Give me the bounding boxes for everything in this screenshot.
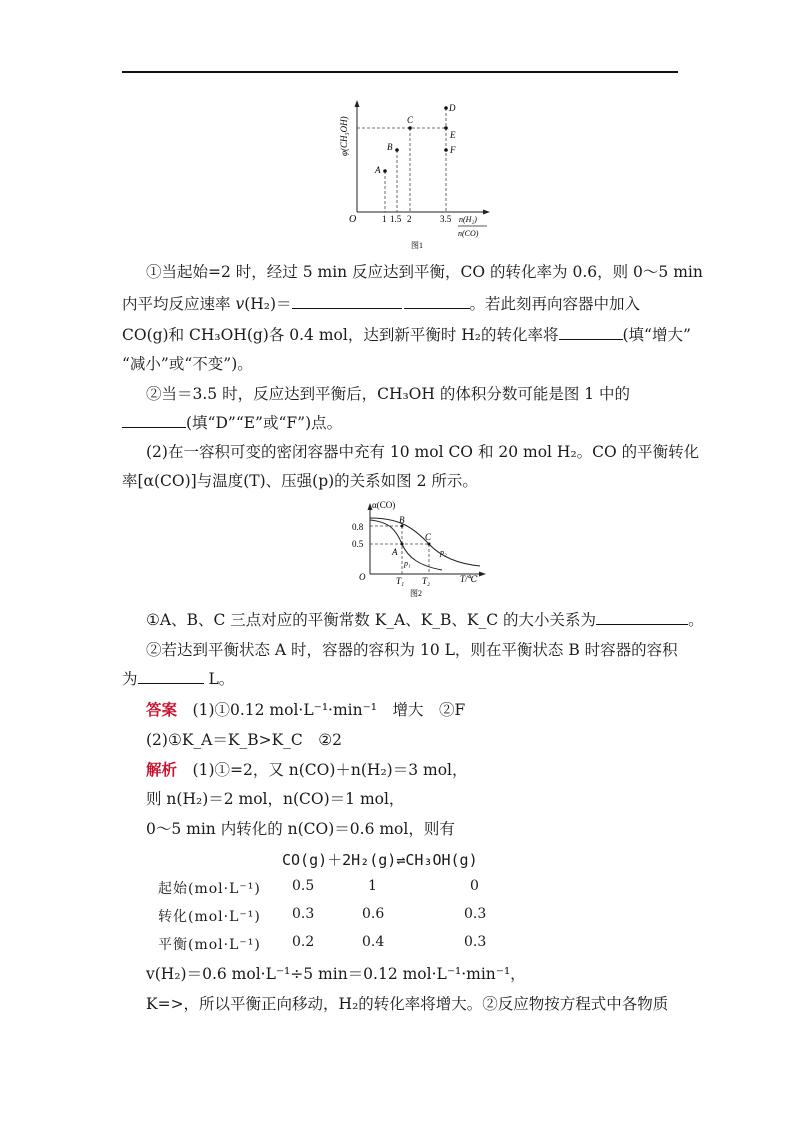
fig1-point-a: A [375, 165, 381, 175]
analysis-line3: 0～5 min 内转化的 n(CO)＝0.6 mol，则有 [146, 820, 455, 838]
table-cell: 0.5 [292, 878, 315, 894]
fig2-xtick-t2: T₂ [422, 576, 431, 586]
table-cell: 0.4 [362, 934, 385, 950]
fig2-point-b: B [399, 515, 405, 525]
fig1-xlabel-num: n(H₂) [459, 215, 477, 224]
fig1-tick-2: 2 [407, 214, 412, 224]
p2-line2: 率[α(CO)]与温度(T)、压强(p)的关系如图 2 所示。 [122, 472, 478, 490]
point-blank[interactable] [122, 413, 186, 428]
analysis-line1: 解析 (1)①=2，又 n(CO)＋n(H₂)＝3 mol， [146, 760, 468, 779]
last-line: K=>，所以平衡正向移动，H₂的转化率将增大。②反应物按方程式中各物质 [146, 995, 669, 1013]
p2q1: ①A、B、C 三点对应的平衡常数 K_A、K_B、K_C 的大小关系为 。 [146, 611, 704, 629]
fig2-curve-p1: p₁ [404, 559, 411, 568]
fig1-tick-1-5: 1.5 [390, 214, 402, 224]
figure-2 [350, 500, 490, 605]
figure-2-plot [350, 500, 490, 605]
table-cell: 0.3 [292, 906, 315, 922]
fig1-point-c: C [407, 115, 414, 125]
figure-1-plot [335, 98, 495, 253]
table-row-label-change: 转化(mol·L⁻¹) [158, 909, 261, 925]
q1-line3: CO(g)和 CH₃OH(g)各 0.4 mol，达到新平衡时 H₂的转化率将 (填“增大” [122, 326, 691, 344]
p2q2-line1: ②若达到平衡状态 A 时，容器的容积为 10 L，则在平衡状态 B 时容器的容积 [146, 641, 678, 659]
fig2-ytick-0-5: 0.5 [352, 539, 364, 549]
reaction-equation: CO(g)＋2H₂(g)⇌CH₃OH(g) [282, 851, 478, 869]
table-cell: 0.6 [362, 906, 385, 922]
calc-line: v(H₂)＝0.6 mol·L⁻¹÷5 min＝0.12 mol·L⁻¹·min⁻¹， [146, 965, 526, 983]
table-cell: 0 [470, 878, 479, 894]
p2-line1: (2)在一容积可变的密闭容器中充有 10 mol CO 和 20 mol H₂。CO 的平衡转化 [146, 443, 700, 461]
fig1-point-d: D [449, 103, 456, 113]
table-cell: 0.2 [292, 934, 315, 950]
fig1-point-e: E [450, 130, 456, 140]
fig1-ylabel: φ(CH₃OH) [339, 116, 349, 156]
rate-blank-2[interactable] [404, 294, 470, 309]
fig2-ytick-0-8: 0.8 [352, 522, 364, 532]
answer-line1: 答案 (1)①0.12 mol·L⁻¹·min⁻¹ 增大 ②F [146, 700, 466, 719]
p2q2-line2: 为 L。 [122, 670, 235, 688]
table-cell: 0.3 [464, 906, 487, 922]
volume-blank[interactable] [138, 669, 204, 684]
table-row-label-equilibrium: 平衡(mol·L⁻¹) [158, 937, 261, 953]
table-cell: 0.3 [464, 934, 487, 950]
analysis-label: 解析 [146, 760, 178, 779]
fig2-xtick-t1: T₁ [396, 576, 405, 586]
fig1-tick-3-5: 3.5 [440, 214, 452, 224]
fig1-origin: O [349, 214, 357, 225]
q1-line1: ①当起始=2 时，经过 5 min 反应达到平衡，CO 的转化率为 0.6，则 0～5 min [146, 263, 703, 281]
fig1-point-b: B [387, 142, 393, 152]
fig2-xlabel: T/℃ [460, 574, 478, 584]
rate-blank-1[interactable] [292, 294, 402, 309]
fig1-point-f: F [450, 145, 456, 155]
figure-1 [335, 98, 495, 253]
fig1-caption: 图1 [411, 241, 423, 250]
analysis-line2: 则 n(H₂)＝2 mol，n(CO)＝1 mol， [146, 790, 405, 808]
fig2-origin: O [359, 572, 366, 582]
q2-line1: ②当＝3.5 时，反应达到平衡后，CH₃OH 的体积分数可能是图 1 中的 [146, 385, 631, 403]
fig1-tick-1: 1 [382, 214, 387, 224]
answer-line2: (2)①K_A＝K_B>K_C ②2 [146, 731, 343, 749]
table-cell: 1 [368, 878, 377, 894]
conversion-blank[interactable] [559, 325, 623, 340]
q1-line2: 内平均反应速率 v(H₂)＝ 。若此刻再向容器中加入 [122, 295, 641, 313]
fig1-xlabel-den: n(CO) [458, 229, 479, 238]
fig2-point-a: A [392, 547, 398, 557]
q1-line4: “减小”或“不变”)。 [122, 355, 253, 373]
fig2-curve-p2: p₂ [440, 548, 447, 557]
table-row-label-start: 起始(mol·L⁻¹) [158, 881, 261, 897]
q2-line2: (填“D”“E”或“F”)点。 [122, 413, 342, 433]
k-relation-blank[interactable] [596, 610, 688, 625]
fig2-point-c: C [425, 532, 432, 542]
top-rule [122, 71, 678, 73]
fig2-ylabel: α(CO) [372, 500, 396, 510]
fig2-caption: 图2 [410, 589, 422, 598]
answer-label: 答案 [146, 700, 178, 719]
